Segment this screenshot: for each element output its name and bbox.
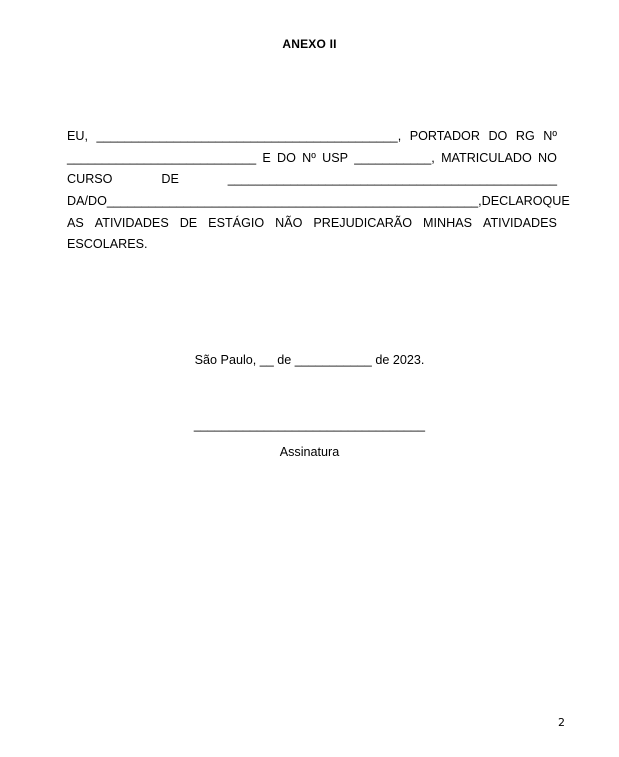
declaration-line-6 — [67, 234, 557, 256]
blank-name: ___________________________________________, — [96, 129, 402, 143]
word: ESCOLARES. — [67, 237, 148, 252]
word: PREJUDICARÃO — [313, 215, 413, 230]
word: PORTADOR — [409, 129, 480, 143]
blank-rg: ___________________________ — [67, 150, 257, 165]
word: QUE — [542, 194, 570, 209]
word: AS — [67, 215, 84, 230]
word: NÃO — [275, 215, 303, 230]
signature-line: _________________________________ — [193, 418, 426, 432]
document-title: ANEXO II — [282, 37, 337, 51]
word: DO — [488, 129, 508, 143]
blank-course: _______________________________________________ — [227, 172, 557, 187]
word: Nº — [302, 150, 316, 165]
declaration-line-2 — [67, 148, 557, 170]
word: RG — [515, 129, 535, 143]
word: USP — [322, 150, 349, 165]
word: DECLARO — [481, 194, 543, 209]
blank-usp: ___________, — [354, 150, 435, 165]
declaration-paragraph — [67, 126, 570, 256]
declaration-line-3 — [67, 169, 557, 191]
word: DO — [277, 150, 296, 165]
word: EU, — [67, 129, 88, 143]
word: DE — [179, 215, 198, 230]
page-number: 2 — [558, 716, 565, 729]
word: Nº — [543, 129, 557, 143]
word: NO — [538, 150, 557, 165]
word: ATIVIDADES — [94, 215, 169, 230]
word: ATIVIDADES — [482, 215, 557, 230]
word: E — [262, 150, 271, 165]
word: CURSO — [67, 172, 113, 187]
declaration-line-4 — [67, 191, 570, 213]
signature-label: Assinatura — [279, 445, 340, 459]
declaration-line-5 — [67, 213, 557, 235]
word: MATRICULADO — [441, 150, 532, 165]
word: ESTÁGIO — [208, 215, 265, 230]
place-date: São Paulo, __ de ___________ de 2023. — [194, 353, 425, 367]
word: MINHAS — [423, 215, 473, 230]
declaration-line-1 — [67, 126, 557, 148]
word: DE — [161, 172, 179, 187]
blank-institution: DA/DO_____________________________________________________, — [67, 194, 482, 209]
